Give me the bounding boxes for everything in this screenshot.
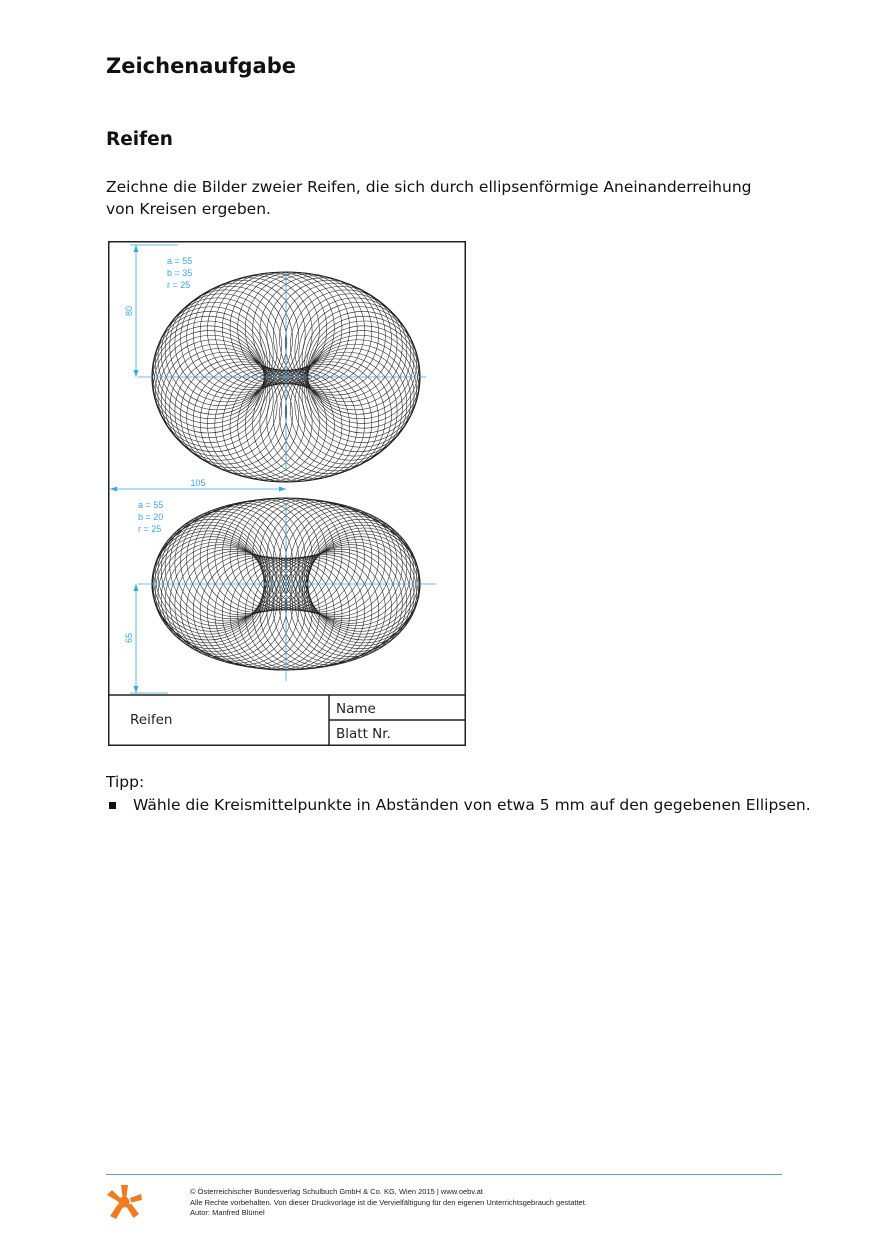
torus-circle	[187, 280, 299, 392]
lower-param-r: r = 25	[138, 524, 162, 534]
torus-circle	[253, 557, 365, 669]
tip-item-text: Wähle die Kreismittelpunkte in Abständen von etwa 5 mm auf den gegebenen Ellipsen.	[133, 796, 811, 814]
sheet-number-field: Blatt Nr.	[336, 726, 391, 742]
torus-circle	[154, 331, 266, 443]
dim-lower-arrow-top	[134, 584, 139, 591]
dim-upper-value: 80	[124, 305, 134, 317]
technical-drawing	[108, 241, 466, 746]
footer-line-2: Alle Rechte vorbehalten. Von dieser Druckvorlage ist die Vervielfältigung für den eigenen Unterrichtsgebrauch gestattet.	[190, 1197, 587, 1207]
task-description: Zeichne die Bilder zweier Reifen, die sich durch ellipsenförmige Aneinanderreihung von Kreisen ergeben.	[106, 178, 752, 218]
dim-horizontal-value: 105	[190, 478, 206, 488]
torus-circle	[207, 557, 319, 669]
dim-upper-arrow-top	[134, 245, 139, 252]
tip-label: Tipp:	[106, 773, 145, 791]
torus-circle	[307, 331, 419, 443]
torus-circle	[187, 362, 299, 474]
lower-param-a: a = 55	[138, 500, 164, 510]
torus-circle	[273, 280, 385, 392]
footer-copyright	[190, 1187, 587, 1219]
footer-line-3: Autor: Manfred Blümel	[190, 1208, 265, 1217]
torus-circle	[207, 499, 319, 611]
section-title: Reifen	[106, 129, 173, 150]
dim-lower-arrow-bottom	[134, 686, 139, 693]
dim-horizontal-arrow-left	[110, 487, 117, 492]
name-field: Name	[336, 701, 376, 717]
title-block-texts	[130, 701, 391, 742]
bullet-icon	[109, 802, 116, 809]
footer-line-1: © Österreichischer Bundesverlag Schulbuch GmbH & Co. KG, Wien 2015 | www.oebv.at	[190, 1187, 483, 1196]
upper-param-b: b = 35	[167, 268, 193, 278]
torus-circle	[307, 311, 419, 423]
tip-list	[106, 795, 811, 815]
upper-param-a: a = 55	[167, 256, 193, 266]
dim-upper-arrow-bottom	[134, 370, 139, 377]
dimension-lines	[110, 245, 286, 693]
drawing-canvas	[108, 241, 466, 746]
torus-circle	[154, 311, 266, 423]
lower-param-b: b = 20	[138, 512, 164, 522]
footer-divider	[106, 1174, 782, 1175]
dim-horizontal-arrow-right	[279, 487, 286, 492]
drawing-title: Reifen	[130, 712, 173, 728]
torus-circle	[253, 499, 365, 611]
upper-param-r: r = 25	[167, 280, 191, 290]
tip-item	[106, 795, 811, 815]
dim-lower-value: 65	[124, 632, 134, 644]
publisher-logo-icon	[104, 1183, 144, 1223]
torus-circle	[273, 362, 385, 474]
page-title: Zeichenaufgabe	[106, 54, 296, 78]
